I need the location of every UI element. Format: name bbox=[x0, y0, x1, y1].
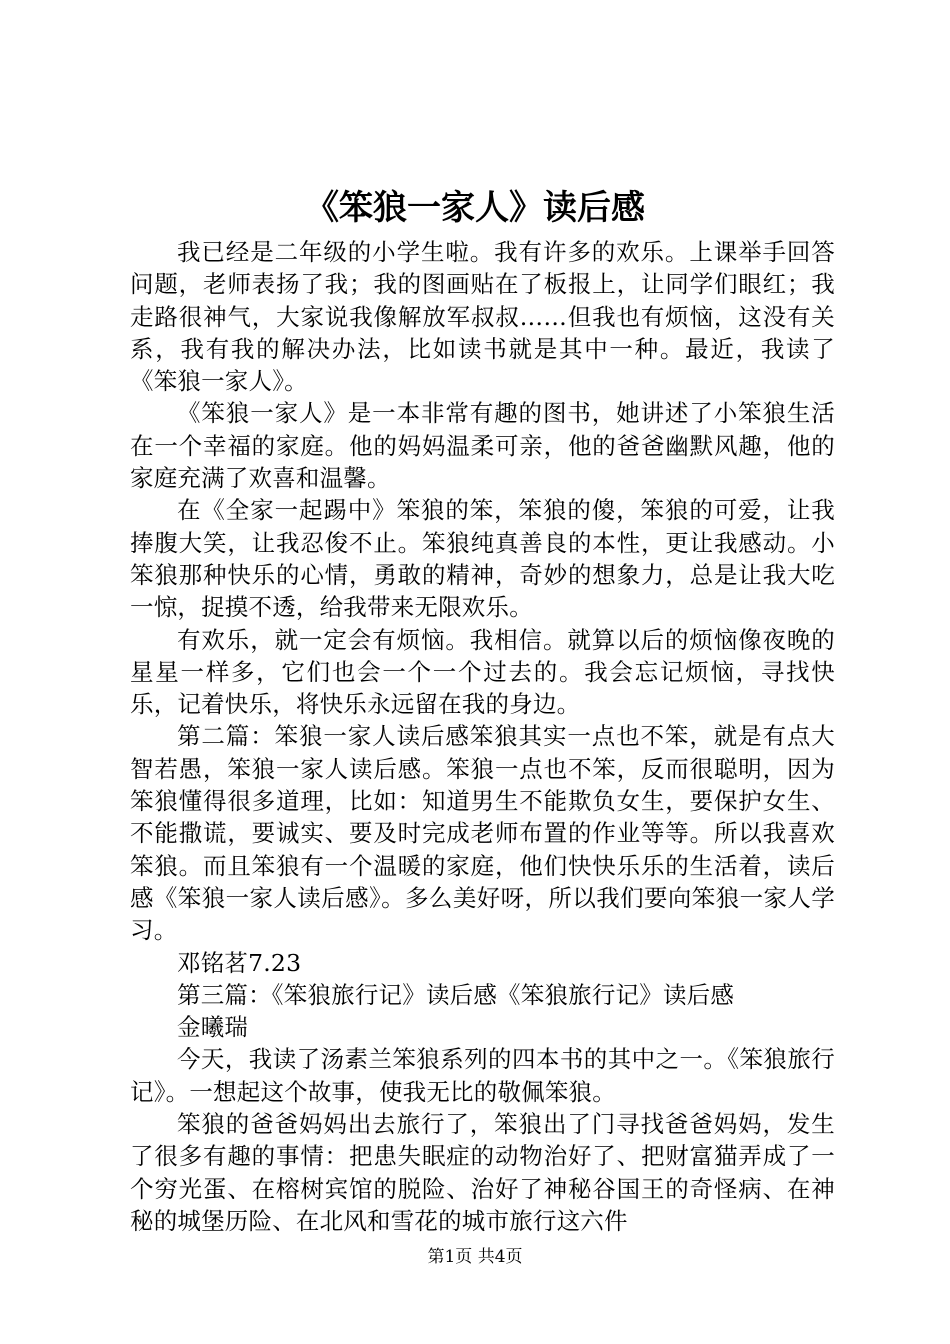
section-heading: 第三篇：《笨狼旅行记》读后感《笨狼旅行记》读后感 bbox=[177, 980, 735, 1009]
author-signature: 邓铭茗7.23 bbox=[177, 948, 302, 977]
paragraph: 今天，我读了汤素兰笨狼系列的四本书的其中之一。《笨狼旅行记》。一想起这个故事，使我无比的敬佩笨狼。 bbox=[130, 1045, 835, 1106]
paragraph: 第二篇：笨狼一家人读后感笨狼其实一点也不笨，就是有点大智若愚，笨狼一家人读后感。笨狼一点也不笨，反而很聪明，因为笨狼懂得很多道理，比如：知道男生不能欺负女生，要保护女生、不能撒谎，要诚实、要及时完成老师布置的作业等等。所以我喜欢笨狼。而且笨狼有一个温暖的家庭，他们快快乐乐的生活着，读后感《笨狼一家人读后感》。多么美好呀，所以我们要向笨狼一家人学习。 bbox=[130, 722, 835, 945]
paragraph: 《笨狼一家人》是一本非常有趣的图书，她讲述了小笨狼生活在一个幸福的家庭。他的妈妈温柔可亲，他的爸爸幽默风趣，他的家庭充满了欢喜和温馨。 bbox=[130, 399, 835, 493]
paragraph: 有欢乐，就一定会有烦恼。我相信。就算以后的烦恼像夜晚的星星一样多，它们也会一个一个过去的。我会忘记烦恼，寻找快乐，记着快乐，将快乐永远留在我的身边。 bbox=[130, 625, 835, 719]
document-body bbox=[130, 236, 835, 1237]
paragraph: 我已经是二年级的小学生啦。我有许多的欢乐。上课举手回答问题，老师表扬了我；我的图画贴在了板报上，让同学们眼红；我走路很神气，大家说我像解放军叔叔……但我也有烦恼，这没有关系，我有我的解决办法，比如读书就是其中一种。最近，我读了《笨狼一家人》。 bbox=[130, 238, 835, 396]
paragraph: 笨狼的爸爸妈妈出去旅行了，笨狼出了门寻找爸爸妈妈，发生了很多有趣的事情：把患失眠症的动物治好了、把财富猫弄成了一个穷光蛋、在榕树宾馆的脱险、治好了神秘谷国王的奇怪病、在神秘的城堡历险、在北风和雪花的城市旅行这六件 bbox=[130, 1110, 835, 1235]
paragraph: 在《全家一起踢中》笨狼的笨，笨狼的傻，笨狼的可爱，让我捧腹大笑，让我忍俊不止。笨狼纯真善良的本性，更让我感动。小笨狼那种快乐的心情，勇敢的精神，奇妙的想象力，总是让我大吃一惊，捉摸不透，给我带来无限欢乐。 bbox=[130, 496, 835, 622]
page-title: 《笨狼一家人》读后感 bbox=[305, 188, 645, 228]
page-footer: 第1页 共4页 bbox=[427, 1247, 523, 1267]
author-name: 金曦瑞 bbox=[177, 1013, 249, 1042]
